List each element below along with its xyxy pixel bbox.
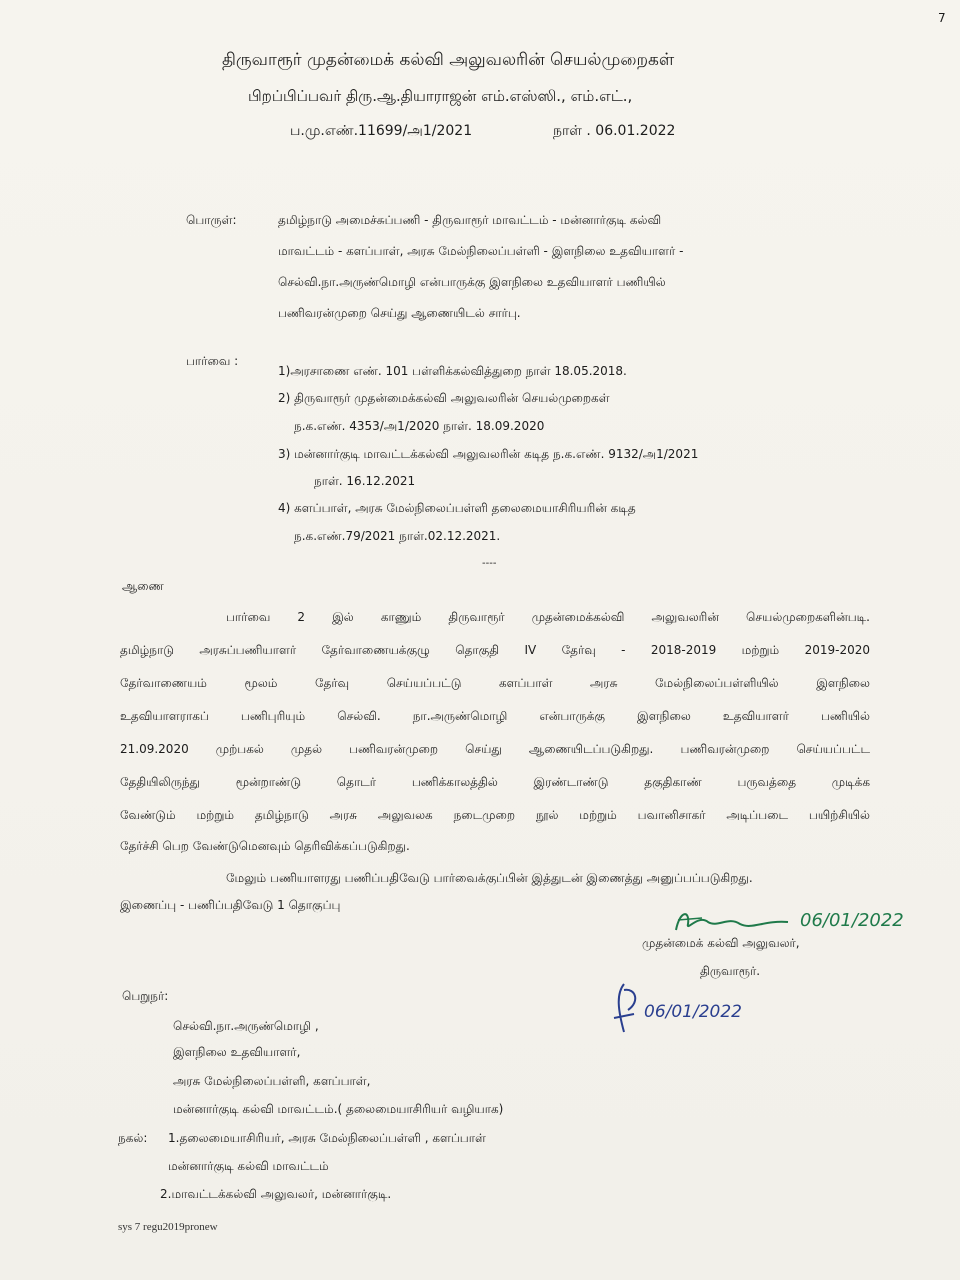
references-label: பார்வை : [186, 354, 239, 368]
subject-line: பணிவரன்முறை செய்து ஆணையிடல் சார்பு. [278, 306, 521, 320]
separator: ---- [482, 558, 497, 569]
order-date: நாள் . 06.01.2022 [553, 123, 676, 139]
corner-mark: 7 [938, 11, 946, 25]
signatory-designation: முதன்மைக் கல்வி அலுவலர், [642, 936, 800, 950]
reference-item: ந.க.எண்.79/2021 நாள்.02.12.2021. [294, 529, 501, 543]
order-paragraph-line: தேர்வாணையம் மூலம் தேர்வு செய்யப்பட்டு களப்பாள் அரசு மேல்நிலைப்பள்ளியில் இளநிலை [120, 676, 870, 690]
reference-item: 3) மன்னார்குடி மாவட்டக்கல்வி அலுவலரின் கடித ந.க.எண். 9132/அ1/2021 [278, 447, 699, 461]
subject-line: செல்வி.நா.அருண்மொழி என்பாருக்கு இளநிலை உதவியாளர் பணியில் [278, 275, 666, 289]
signatory-place: திருவாரூர். [700, 964, 761, 978]
order-heading: ஆணை [122, 579, 164, 593]
order-paragraph-line: தேர்ச்சி பெற வேண்டுமெனவும் தெரிவிக்கப்படுகிறது. [120, 839, 410, 853]
order-paragraph-line: உதவியாளராகப் பணிபுரியும் செல்வி. நா.அருண்மொழி என்பாருக்கு இளநிலை உதவியாளர் பணியில் [120, 709, 870, 723]
header-issuer: பிறப்பிப்பவர் திரு.ஆ.தியாராஜன் எம்.எஸ்ஸி., எம்.எட்., [248, 87, 633, 105]
recipient-line: மன்னார்குடி கல்வி மாவட்டம்.( தலைமையாசிரியர் வழியாக) [173, 1102, 504, 1116]
order-paragraph-line: வேண்டும் மற்றும் தமிழ்நாடு அரசு அலுவலக நடைமுறை நூல் மற்றும் பவானிசாகர் அடிப்படை பயிற்சியில் [120, 808, 870, 822]
copy-line: 1.தலைமையாசிரியர், அரசு மேல்நிலைப்பள்ளி , களப்பாள் [168, 1131, 486, 1145]
enclosure: இணைப்பு - பணிப்பதிவேடு 1 தொகுப்பு [120, 898, 341, 912]
reference-item: 1)அரசாணை எண். 101 பள்ளிக்கல்வித்துறை நாள் 18.05.2018. [278, 364, 627, 378]
header-title: திருவாரூர் முதன்மைக் கல்வி அலுவலரின் செயல்முறைகள் [222, 50, 675, 70]
subject-line: மாவட்டம் - களப்பாள், அரசு மேல்நிலைப்பள்ளி - இளநிலை உதவியாளர் - [278, 244, 684, 258]
subject-label: பொருள்: [186, 213, 237, 227]
order-paragraph-line: தேதியிலிருந்து மூன்றாண்டு தொடர் பணிக்காலத்தில் இரண்டாண்டு தகுதிகாண் பருவத்தை முடிக்க [120, 775, 870, 789]
order-paragraph-line: தமிழ்நாடு அரசுப்பணியாளர் தேர்வாணையக்குழு தொகுதி IV தேர்வு - 2018-2019 மற்றும் 2019-2020 [120, 643, 870, 657]
order-paragraph-2: மேலும் பணியாளரது பணிப்பதிவேடு பார்வைக்குப்பின் இத்துடன் இணைத்து அனுப்பப்படுகிறது. [226, 871, 753, 885]
copy-line: 2.மாவட்டக்கல்வி அலுவலர், மன்னார்குடி. [160, 1187, 392, 1201]
recipient-label: பெறுநர்: [122, 989, 169, 1003]
subject-line: தமிழ்நாடு அமைச்சுப்பணி - திருவாரூர் மாவட்டம் - மன்னார்குடி கல்வி [278, 213, 662, 227]
reference-item: நாள். 16.12.2021 [314, 474, 416, 488]
recipient-handwritten-date: 06/01/2022 [644, 1002, 742, 1022]
reference-item: 2) திருவாரூர் முதன்மைக்கல்வி அலுவலரின் செயல்முறைகள் [278, 391, 610, 405]
reference-number: ப.மு.எண்.11699/அ1/2021 [290, 123, 473, 139]
reference-item: ந.க.எண். 4353/அ1/2020 நாள். 18.09.2020 [294, 419, 545, 433]
recipient-line: இளநிலை உதவியாளர், [173, 1045, 301, 1059]
order-paragraph-line: 21.09.2020 முற்பகல் முதல் பணிவரன்முறை செய்து ஆணையிடப்படுகிறது. பணிவரன்முறை செய்யப்பட்ட [120, 742, 870, 756]
recipient-line: அரசு மேல்நிலைப்பள்ளி, களப்பாள், [173, 1074, 371, 1088]
recipient-line: செல்வி.நா.அருண்மொழி , [173, 1019, 319, 1033]
copy-line: மன்னார்குடி கல்வி மாவட்டம் [168, 1159, 329, 1173]
footer-code: sys 7 regu2019pronew [118, 1221, 218, 1233]
order-paragraph-line: பார்வை 2 இல் காணும் திருவாரூர் முதன்மைக்கல்வி அலுவலரின் செயல்முறைகளின்படி. [226, 610, 870, 624]
reference-item: 4) களப்பாள், அரசு மேல்நிலைப்பள்ளி தலைமையாசிரியரின் கடித [278, 501, 636, 515]
copy-label: நகல்: [118, 1131, 148, 1145]
signature-date: 06/01/2022 [800, 910, 904, 931]
